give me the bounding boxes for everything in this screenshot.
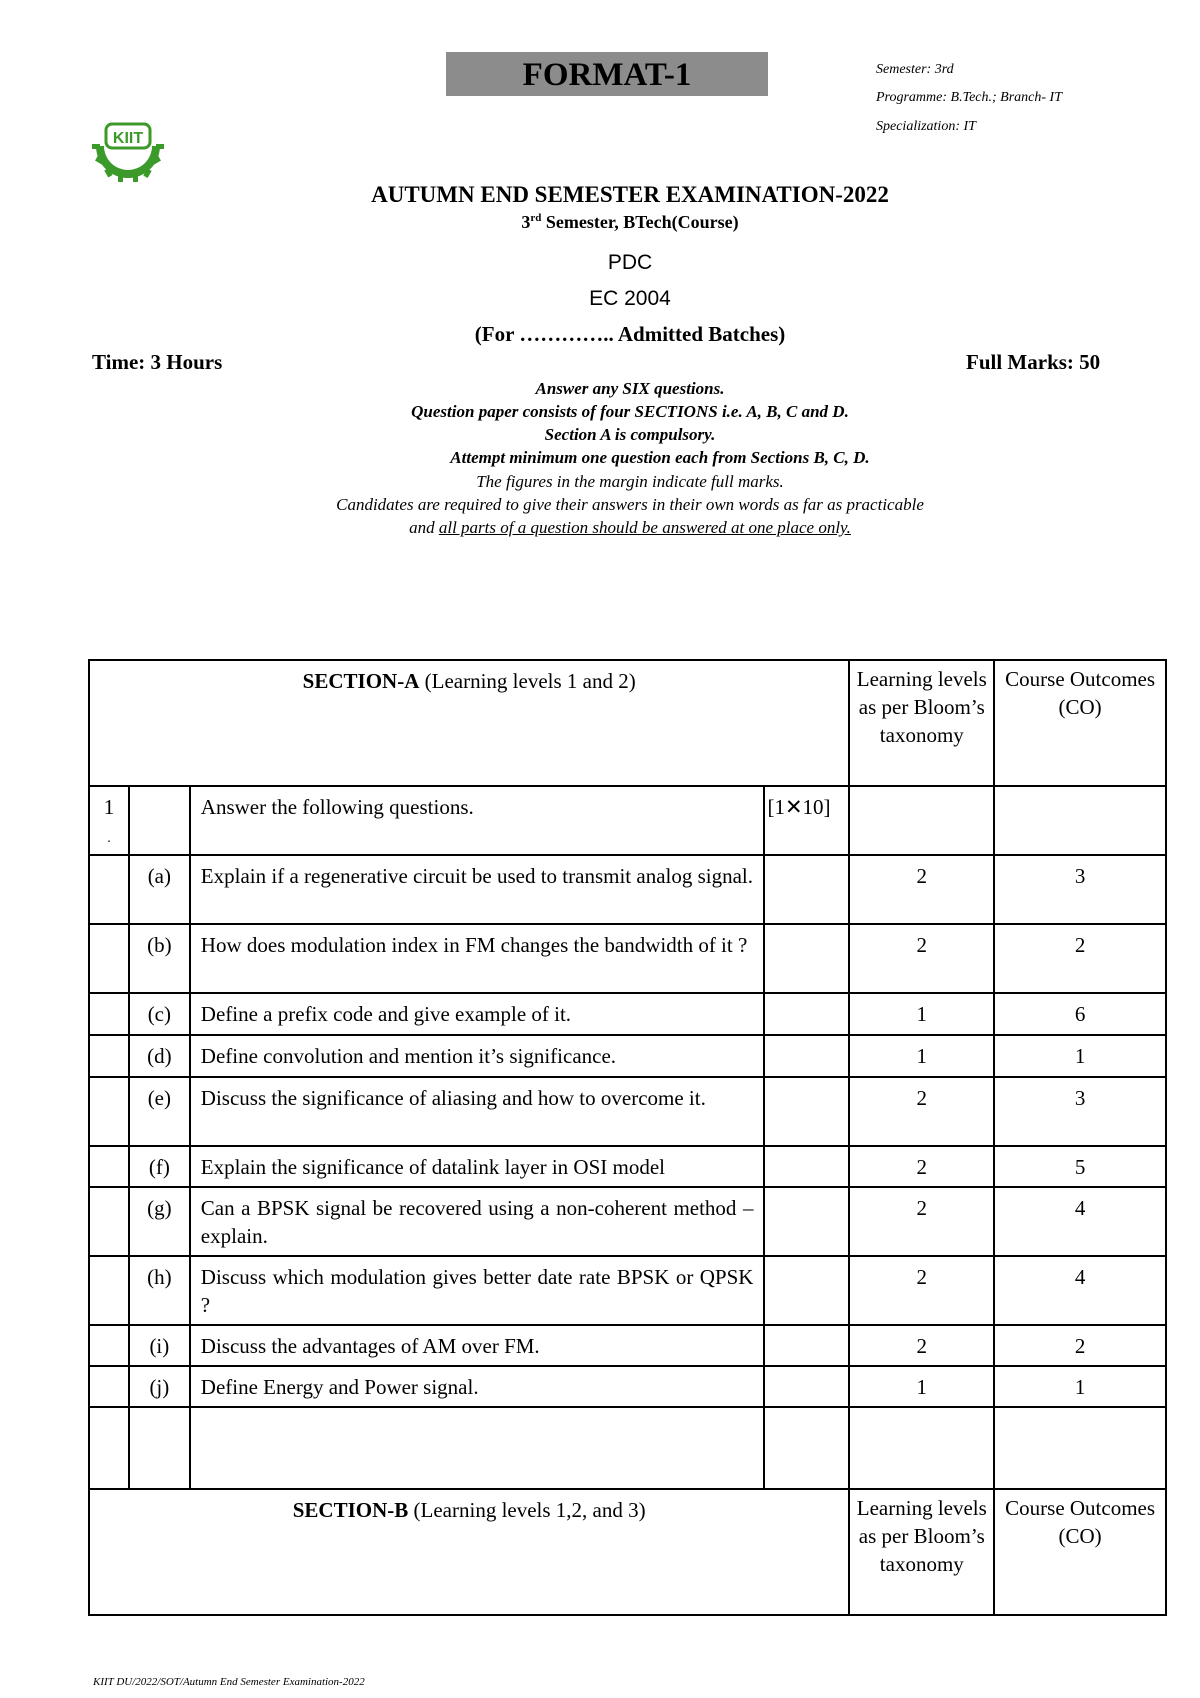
row-co: 1 — [994, 1366, 1166, 1407]
row-question: Explain the significance of datalink layer in OSI model — [190, 1146, 765, 1187]
section-a-header: SECTION-A (Learning levels 1 and 2) Learning levels as per Bloom’s taxonomy Course Outcomes (CO) — [89, 660, 1166, 786]
row-question: How does modulation index in FM changes the bandwidth of it ? — [190, 924, 765, 993]
row-learning-level: 1 — [849, 1035, 994, 1077]
learning-levels-header: Learning levels as per Bloom’s taxonomy — [849, 660, 994, 786]
table-row — [89, 1325, 1166, 1366]
table-row — [89, 1366, 1166, 1407]
row-co: 4 — [994, 1187, 1166, 1256]
meta-specialization: Specialization: IT — [876, 119, 976, 134]
empty-row — [89, 1407, 1166, 1489]
subject-name: PDC — [607, 251, 653, 274]
row-question: Discuss the significance of aliasing and how to overcome it. — [190, 1077, 765, 1146]
row-label: (f) — [129, 1146, 190, 1187]
row-co: 5 — [994, 1146, 1166, 1187]
row-label: (g) — [129, 1187, 190, 1256]
table-row — [89, 1187, 1166, 1256]
row-question: Define a prefix code and give example of it. — [190, 993, 765, 1035]
row-co: 3 — [994, 855, 1166, 924]
course-outcomes-header: Course Outcomes (CO) — [994, 1489, 1166, 1615]
row-label: (b) — [129, 924, 190, 993]
row-label: (i) — [129, 1325, 190, 1366]
format-label: FORMAT-1 — [446, 52, 768, 96]
page-footer: KIIT DU/2022/SOT/Autumn End Semester Examination-2022 — [93, 1676, 365, 1688]
row-label: (a) — [129, 855, 190, 924]
row-question: Explain if a regenerative circuit be used to transmit analog signal. — [190, 855, 765, 924]
row-co: 1 — [994, 1035, 1166, 1077]
row-learning-level: 2 — [849, 1146, 994, 1187]
row-question: Define Energy and Power signal. — [190, 1366, 765, 1407]
instruction-line: Attempt minimum one question each from Sections B, C, D. — [450, 448, 870, 467]
instruction-line: Question paper consists of four SECTIONS i.e. A, B, C and D. — [411, 402, 849, 421]
row-learning-level: 2 — [849, 855, 994, 924]
instruction-line: Answer any SIX questions. — [535, 379, 725, 398]
semester-line: 3rd Semester, BTech(Course) — [521, 212, 739, 232]
table-row — [89, 1146, 1166, 1187]
row-label: (d) — [129, 1035, 190, 1077]
subject-code: EC 2004 — [589, 287, 671, 310]
row-learning-level: 2 — [849, 1077, 994, 1146]
table-row — [89, 855, 1166, 924]
question-text: Answer the following questions. — [190, 786, 765, 855]
admitted-batches: (For ………….. Admitted Batches) — [474, 322, 786, 346]
instruction-line: Section A is compulsory. — [544, 425, 716, 444]
row-learning-level: 2 — [849, 1256, 994, 1325]
instruction-line: Candidates are required to give their answers in their own words as far as practicable — [336, 495, 924, 514]
table-row — [89, 1077, 1166, 1146]
table-row — [89, 924, 1166, 993]
row-question: Can a BPSK signal be recovered using a non-coherent method – explain. — [190, 1187, 765, 1256]
table-row — [89, 993, 1166, 1035]
row-co: 3 — [994, 1077, 1166, 1146]
question-number: 1 — [103, 795, 115, 819]
course-outcomes-header: Course Outcomes (CO) — [994, 660, 1166, 786]
row-co: 6 — [994, 993, 1166, 1035]
meta-programme: Programme: B.Tech.; Branch- IT — [876, 90, 1062, 105]
exam-title: AUTUMN END SEMESTER EXAMINATION-2022 — [371, 182, 889, 207]
time-allowed: Time: 3 Hours — [92, 350, 223, 374]
instruction-line: The figures in the margin indicate full marks. — [476, 472, 784, 491]
row-label: (j) — [129, 1366, 190, 1407]
row-learning-level: 2 — [849, 1187, 994, 1256]
learning-levels-header: Learning levels as per Bloom’s taxonomy — [849, 1489, 994, 1615]
question-table — [88, 659, 1167, 1616]
table-row — [89, 1256, 1166, 1325]
table-row — [89, 1035, 1166, 1077]
row-question: Discuss which modulation gives better date rate BPSK or QPSK ? — [190, 1256, 765, 1325]
row-label: (e) — [129, 1077, 190, 1146]
row-co: 2 — [994, 924, 1166, 993]
row-learning-level: 1 — [849, 993, 994, 1035]
meta-semester: Semester: 3rd — [876, 62, 954, 77]
question-row: 1 . Answer the following questions. [1✕10] — [89, 786, 1166, 855]
row-co: 4 — [994, 1256, 1166, 1325]
row-label: (h) — [129, 1256, 190, 1325]
section-b-header: SECTION-B (Learning levels 1,2, and 3) Learning levels as per Bloom’s taxonomy Course Outcomes (CO) — [89, 1489, 1166, 1615]
row-label: (c) — [129, 993, 190, 1035]
question-marks: [1✕10] — [764, 786, 849, 855]
row-learning-level: 2 — [849, 924, 994, 993]
full-marks: Full Marks: 50 — [966, 350, 1101, 374]
kiit-logo — [88, 122, 168, 184]
logo-text: KIIT — [112, 130, 144, 147]
instruction-line: and all parts of a question should be answered at one place only. — [409, 518, 851, 537]
row-co: 2 — [994, 1325, 1166, 1366]
row-question: Define convolution and mention it’s significance. — [190, 1035, 765, 1077]
row-question: Discuss the advantages of AM over FM. — [190, 1325, 765, 1366]
row-learning-level: 2 — [849, 1325, 994, 1366]
row-learning-level: 1 — [849, 1366, 994, 1407]
